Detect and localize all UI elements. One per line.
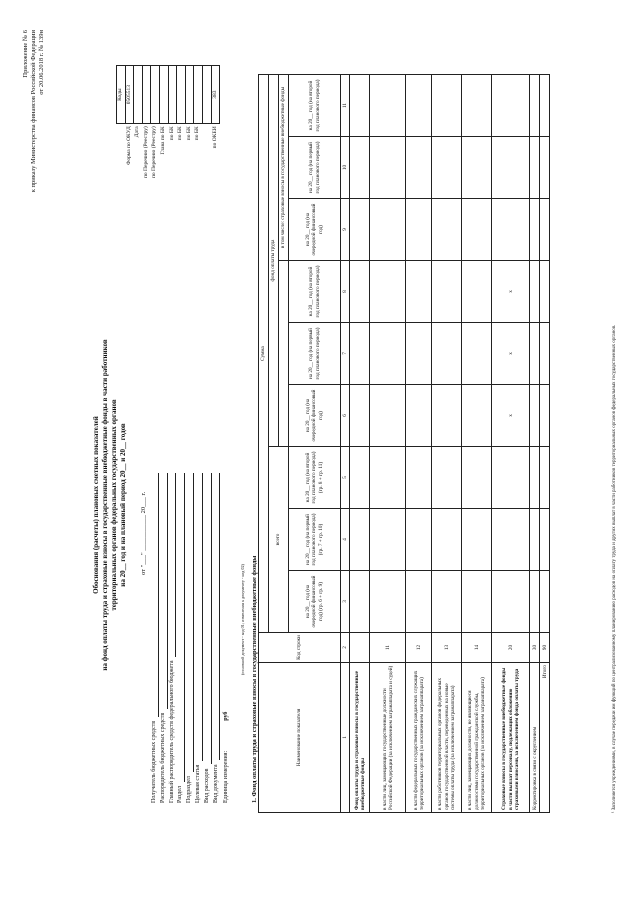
code-label: по БК	[194, 126, 201, 141]
value-cell	[432, 75, 462, 137]
code-label: Глава по БК	[159, 126, 166, 155]
field-line	[196, 473, 203, 761]
value-cell	[462, 509, 492, 571]
col-header-name: Наименование показателя	[259, 663, 341, 813]
table-row	[540, 75, 550, 813]
code-value	[142, 66, 151, 124]
value-cell	[432, 509, 462, 571]
col-number: 11	[341, 75, 350, 137]
period-header: на 20__ год (на очередной финансовый год) (гр. 6 + гр. 9)	[289, 571, 341, 633]
value-cell	[370, 509, 406, 571]
field-label: Главный распорядитель средств федерального бюджета	[168, 660, 175, 803]
appendix-line: к приказу Министерства финансов Российской Федерации	[30, 30, 37, 193]
value-cell	[540, 323, 550, 385]
col-header-ins-label: страховые взносы в государственные внебюджетные фонды	[280, 86, 287, 220]
code-value	[177, 66, 186, 124]
value-cell	[370, 261, 406, 323]
value-cell	[462, 447, 492, 509]
row-code: 90	[540, 633, 550, 663]
doc-type-note: (основной документ - код 01; изменения к документу - код 02)	[240, 564, 245, 675]
code-value	[151, 66, 160, 124]
code-label: по БК	[177, 126, 184, 141]
value-cell	[462, 323, 492, 385]
code-value	[159, 66, 168, 124]
header-fields	[150, 473, 230, 803]
col-header-ins	[279, 75, 289, 261]
row-code	[350, 633, 370, 663]
code-label: по БК	[185, 126, 192, 141]
value-cell	[370, 571, 406, 633]
col-number: 1	[341, 663, 350, 813]
header-field	[159, 473, 168, 803]
table-row	[350, 75, 370, 813]
title-line: территориальных органов федеральных государственных органов	[110, 399, 118, 611]
value-cell	[370, 323, 406, 385]
col-header-fot-sub	[279, 261, 289, 447]
row-name: в части лиц, замещающих должности, не являющиеся должностями государственной гражданской службы, территориальных органов (за исключением загранаппарата)	[462, 663, 492, 813]
row-code: 20	[492, 633, 530, 663]
value-cell	[492, 571, 530, 633]
value-cell	[432, 385, 462, 447]
code-value	[194, 66, 203, 124]
value-cell	[350, 323, 370, 385]
value-cell	[432, 571, 462, 633]
codes-table	[116, 65, 220, 245]
value-cell	[462, 137, 492, 199]
col-number: 10	[341, 137, 350, 199]
code-label: Форма по ОКУД	[125, 126, 132, 165]
row-name: в части работников территориальных органов федеральных органов государственной власти, переведенных на новые системы оплаты труда (за исключением загранаппарата)	[432, 663, 462, 813]
field-line	[169, 473, 176, 657]
field-label: Подраздел	[186, 776, 193, 803]
code-value	[168, 66, 177, 124]
header-field	[150, 473, 159, 803]
value-cell	[370, 199, 406, 261]
title-line: на фонд оплаты труда и страховые взносы в государственные внебюджетные фонды в части работников	[101, 339, 109, 671]
period-header: на 20__ год (на очередной финансовый год)	[289, 385, 341, 447]
value-cell	[350, 571, 370, 633]
field-line	[187, 473, 194, 772]
value-cell	[530, 75, 540, 137]
header-field	[212, 473, 221, 803]
value-cell	[492, 509, 530, 571]
code-value	[185, 66, 194, 124]
unit-value: руб	[222, 711, 229, 721]
value-cell	[406, 447, 432, 509]
col-number: 4	[341, 509, 350, 571]
value-cell	[370, 137, 406, 199]
row-name: Фонд оплаты труда и страховые взносы в государственные внебюджетные фонды	[350, 663, 370, 813]
value-cell	[432, 261, 462, 323]
main-table-wrapper	[258, 74, 550, 813]
row-name: Страховые взносы в государственные внебюджетные фонды в части выплат персоналу, подлежащих обложению страховыми взносами, за исключением фонда оплаты труда	[492, 663, 530, 813]
value-cell	[406, 137, 432, 199]
cross-mark-cell: x	[492, 385, 530, 447]
value-cell	[406, 261, 432, 323]
value-cell	[530, 137, 540, 199]
code-label: Дата	[134, 126, 141, 138]
field-label: Получатель бюджетных средств	[151, 720, 157, 803]
value-cell	[406, 75, 432, 137]
value-cell	[540, 509, 550, 571]
value-cell	[370, 385, 406, 447]
row-name: Итого	[540, 663, 550, 813]
col-number: 6	[341, 385, 350, 447]
period-header: на 20__ год (на очередной финансовый год)	[289, 199, 341, 261]
field-label: Вид расходов	[203, 768, 210, 803]
code-value: 383	[211, 66, 220, 124]
col-number: 3	[341, 571, 350, 633]
field-label: Раздел	[177, 786, 184, 803]
value-cell	[406, 323, 432, 385]
header-field	[185, 473, 194, 803]
appendix-block	[22, 30, 46, 192]
field-line	[152, 473, 159, 717]
value-cell	[432, 323, 462, 385]
value-cell	[530, 447, 540, 509]
field-line	[178, 473, 185, 782]
value-cell	[530, 323, 540, 385]
value-cell	[370, 75, 406, 137]
col-number: 2	[341, 633, 350, 663]
value-cell	[540, 75, 550, 137]
value-cell	[350, 385, 370, 447]
value-cell	[462, 199, 492, 261]
value-cell	[432, 447, 462, 509]
code-value	[134, 66, 143, 124]
value-cell	[540, 199, 550, 261]
value-cell	[432, 137, 462, 199]
value-cell	[350, 199, 370, 261]
value-cell	[462, 75, 492, 137]
title-line: на 20__ год и на плановый период 20__ и 20__ годов	[119, 423, 127, 587]
value-cell	[540, 447, 550, 509]
value-cell	[492, 75, 530, 137]
appendix-line: Приложение № 6	[22, 30, 29, 78]
code-label: по ОКЕИ	[211, 126, 218, 149]
row-code: 14	[462, 633, 492, 663]
date-line: от "___" ___________ 20___ г.	[140, 491, 147, 575]
field-label: Целевая статья	[194, 764, 201, 803]
period-header: на 20__ год (на второй год планового периода)	[289, 261, 341, 323]
row-name: Корректировка в связи с округлением	[530, 663, 540, 813]
col-number: 5	[341, 447, 350, 509]
col-header-incl: в том числе:	[280, 221, 287, 249]
value-cell	[432, 199, 462, 261]
field-label: Распорядитель бюджетных средств	[159, 712, 166, 803]
table-body	[350, 75, 550, 813]
code-label: по Перечню (Реестру)	[142, 126, 149, 179]
value-cell	[350, 261, 370, 323]
field-line	[213, 473, 220, 760]
value-cell	[350, 447, 370, 509]
codes-header: Коды	[117, 66, 126, 124]
col-header-sum: Сумма	[259, 75, 269, 633]
appendix-line: от 20.06.2018 г. № 139н	[38, 30, 45, 95]
value-cell	[406, 571, 432, 633]
header-field	[176, 473, 185, 803]
title-line: Обоснования (расчеты) плановых сметных показателей	[92, 416, 100, 594]
code-label: по БК	[168, 126, 175, 141]
value-cell	[462, 571, 492, 633]
header-field	[203, 473, 212, 803]
table-row	[370, 75, 406, 813]
value-cell	[530, 385, 540, 447]
value-cell	[540, 385, 550, 447]
col-number: 8	[341, 261, 350, 323]
field-line	[205, 473, 212, 765]
table-row	[530, 75, 540, 813]
cross-mark-cell: x	[492, 261, 530, 323]
unit-row	[220, 473, 230, 803]
value-cell	[406, 509, 432, 571]
col-header-total: всего	[269, 447, 289, 633]
header-field	[168, 473, 177, 803]
value-cell	[530, 199, 540, 261]
table-row	[462, 75, 492, 813]
unit-label: Единица измерения:	[222, 750, 229, 803]
value-cell	[350, 137, 370, 199]
col-header-fot: фонд оплаты труда	[269, 75, 279, 447]
value-cell	[540, 261, 550, 323]
header-field	[194, 473, 203, 803]
code-value: 0505513	[125, 66, 134, 124]
period-header: на 20__ год (на первый год планового периода) (гр. 7 + гр. 10)	[289, 509, 341, 571]
period-header: на 20__ год (на второй год планового периода) (гр. 8 + гр. 11)	[289, 447, 341, 509]
cross-mark-cell: x	[492, 323, 530, 385]
value-cell	[492, 199, 530, 261]
value-cell	[462, 261, 492, 323]
table-row	[432, 75, 462, 813]
code-value	[202, 66, 211, 124]
period-header: на 20__ год (на первый год планового периода)	[289, 323, 341, 385]
code-label	[202, 124, 211, 245]
footnote: ¹ Заполняется учреждениями, в случае передачи им функций по централизованному планированию расходов на оплату труда и других выплат в части работников территориальных органов федеральных государственных органов.	[612, 324, 617, 813]
value-cell	[406, 385, 432, 447]
col-number: 7	[341, 323, 350, 385]
field-label: Вид документа	[212, 764, 219, 803]
table-row	[406, 75, 432, 813]
value-cell	[530, 261, 540, 323]
code-label: по Перечню (Реестру)	[151, 126, 158, 179]
codes-spacer	[117, 124, 126, 245]
col-header-code: Код строки	[259, 633, 341, 663]
section-title: 1. Фонд оплаты труда и страховые взносы в государственные внебюджетные фонды	[251, 555, 258, 803]
row-code: 11	[370, 633, 406, 663]
row-name: в части федеральных государственных гражданских служащих территориальных органов (за исключением загранаппарата)	[406, 663, 432, 813]
period-header: на 20__ год (на второй год планового периода)	[289, 75, 341, 137]
value-cell	[350, 75, 370, 137]
row-code: 13	[432, 633, 462, 663]
value-cell	[540, 571, 550, 633]
value-cell	[462, 385, 492, 447]
value-cell	[540, 137, 550, 199]
row-code: 30	[530, 633, 540, 663]
value-cell	[492, 137, 530, 199]
period-header: на 20__ год (на первый год планового периода)	[289, 137, 341, 199]
table-row	[492, 75, 530, 813]
value-cell	[406, 199, 432, 261]
value-cell	[530, 571, 540, 633]
main-table	[258, 74, 550, 813]
value-cell	[530, 509, 540, 571]
codes-block	[116, 65, 220, 245]
col-number: 9	[341, 199, 350, 261]
value-cell	[350, 509, 370, 571]
value-cell	[370, 447, 406, 509]
row-code: 12	[406, 633, 432, 663]
row-name: в части лиц, замещающих государственные должности Российской Федерации (за исключением загранаппарата и судей)	[370, 663, 406, 813]
document-title	[92, 225, 128, 785]
field-line	[161, 473, 168, 709]
value-cell	[492, 447, 530, 509]
